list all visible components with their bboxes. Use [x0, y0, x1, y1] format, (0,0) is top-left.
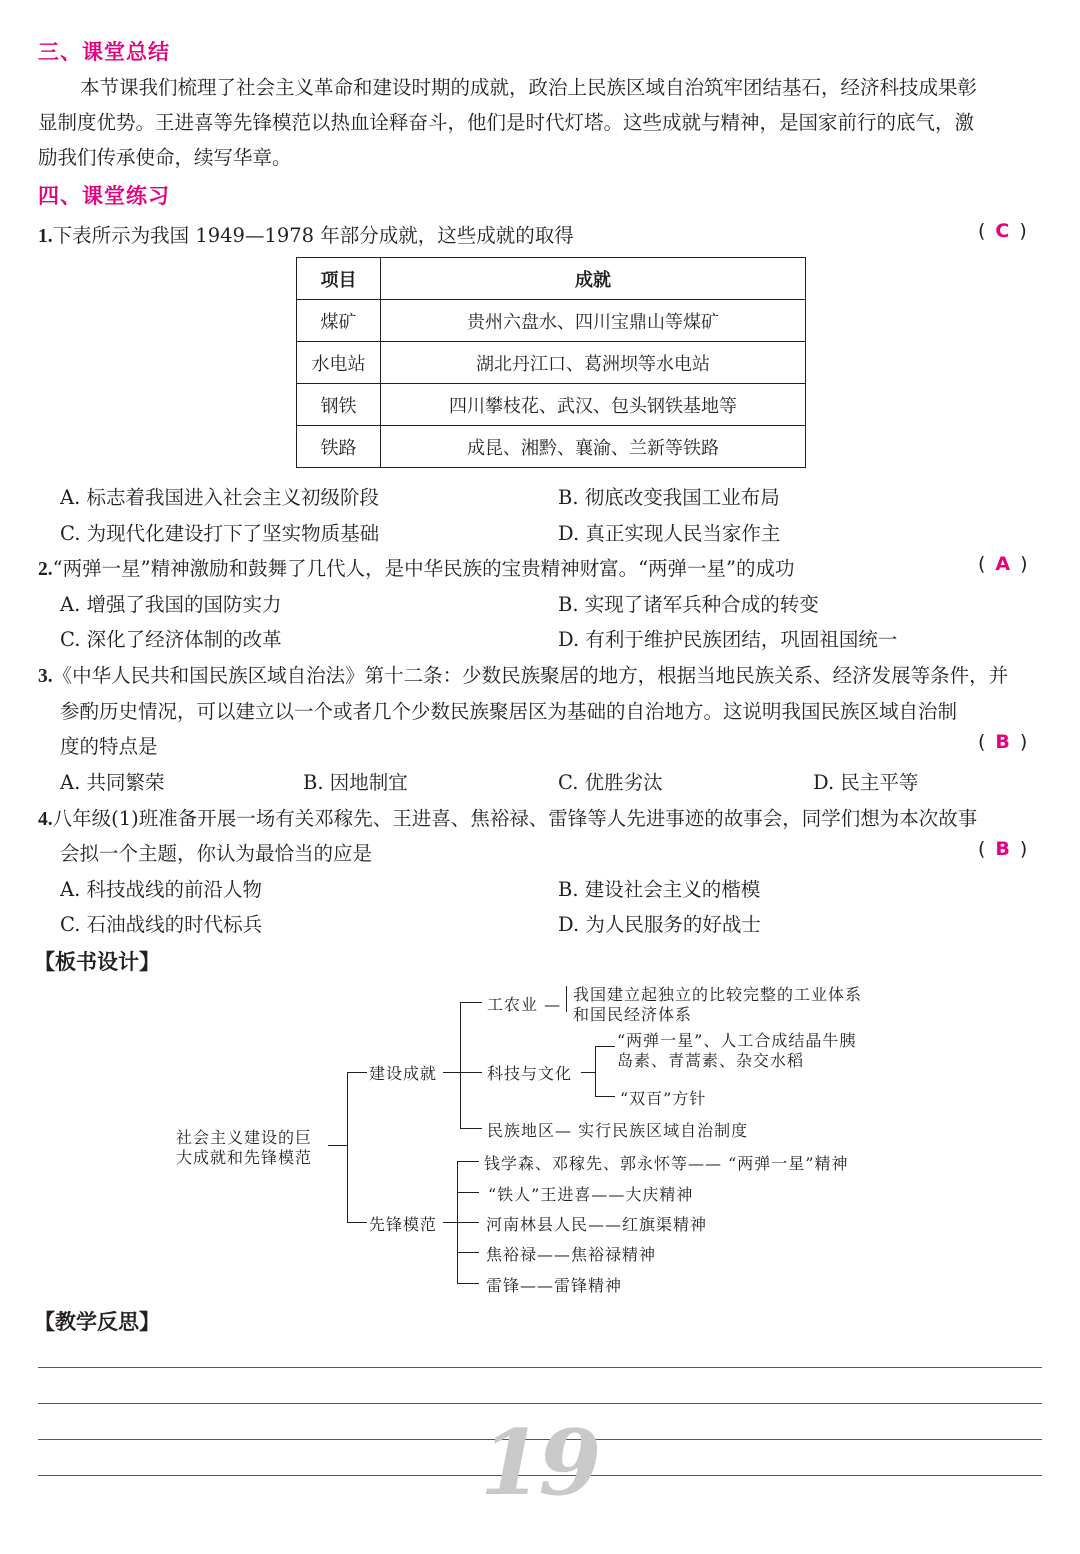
connector-line: [443, 1222, 457, 1223]
question-number: 4.: [38, 809, 53, 830]
connector-line: [460, 1002, 482, 1003]
mindmap-model-2: “铁人”王进喜——大庆精神: [488, 1185, 694, 1204]
option-b: B. 实现了诸军兵种合成的转变: [558, 593, 819, 616]
connector-line: [457, 1252, 479, 1253]
mindmap-science: 科技与文化: [487, 1064, 573, 1083]
connector-line: [457, 1222, 479, 1223]
achievements-table: [296, 257, 806, 468]
option-d: D. 有利于维护民族团结，巩固祖国统一: [558, 628, 898, 651]
page-number: 19: [480, 1410, 598, 1516]
connector-line: [581, 1072, 595, 1073]
question-number: 3.: [38, 666, 53, 687]
table-row: [297, 342, 806, 384]
table-row: [297, 384, 806, 426]
question-text: 《中华人民共和国民族区域自治法》第十二条：少数民族聚居的地方，根据当地民族关系、经济发展等条件，并: [52, 664, 1009, 687]
connector-line: [347, 1222, 367, 1223]
table-header-row: [297, 258, 806, 300]
option-a: A. 增强了我国的国防实力: [60, 593, 282, 616]
question-number: 2.: [38, 559, 53, 580]
board-heading: 【板书设计】: [34, 950, 160, 974]
question-3-answer: ( B ): [978, 731, 1028, 753]
question-number: 1.: [38, 226, 53, 247]
table-cell: 四川攀枝花、武汉、包头钢铁基地等: [381, 384, 806, 426]
answer-letter: B: [995, 731, 1010, 753]
table-cell: 煤矿: [297, 300, 381, 342]
table-cell: 水电站: [297, 342, 381, 384]
mindmap-root-line-2: 大成就和先锋模范: [176, 1148, 313, 1167]
question-2-answer: ( A ): [978, 553, 1028, 575]
mindmap-model-3: 河南林县人民——红旗渠精神: [486, 1215, 708, 1234]
question-1-answer: ( C ): [978, 220, 1027, 242]
connector-line: [347, 1072, 367, 1073]
question-2-stem: [38, 553, 795, 581]
mindmap-model-1: 钱学森、邓稼先、郭永怀等—— “两弹一星”精神: [484, 1154, 849, 1173]
option-c: C. 石油战线的时代标兵: [60, 913, 263, 936]
option-c: C. 深化了经济体制的改革: [60, 628, 282, 651]
table-cell: 铁路: [297, 426, 381, 468]
table-row: [297, 426, 806, 468]
reflection-heading: 【教学反思】: [34, 1310, 160, 1334]
mindmap-science-detail-3: “双百”方针: [620, 1089, 707, 1108]
mindmap-root-line-1: 社会主义建设的巨: [176, 1128, 313, 1147]
summary-line-1: 本节课我们梳理了社会主义革命和建设时期的成就，政治上民族区域自治筑牢团结基石，经济科技成果彰: [80, 76, 978, 99]
option-c: C. 优胜劣汰: [558, 771, 663, 794]
practice-heading: 四、课堂练习: [38, 184, 170, 208]
mindmap-industry-detail-1: 我国建立起独立的比较完整的工业体系: [573, 985, 863, 1004]
option-d: D. 为人民服务的好战士: [558, 913, 761, 936]
mindmap-science-detail-2: 岛素、青蒿素、杂交水稻: [617, 1051, 805, 1070]
answer-letter: C: [995, 220, 1010, 242]
writing-line: [38, 1367, 1042, 1368]
question-3-line-3: 度的特点是: [60, 735, 158, 758]
table-cell: 贵州六盘水、四川宝鼎山等煤矿: [381, 300, 806, 342]
table-row: [297, 300, 806, 342]
option-a: A. 科技战线的前沿人物: [60, 878, 262, 901]
mindmap-industry-detail-2: 和国民经济体系: [573, 1005, 693, 1024]
writing-line: [38, 1403, 1042, 1404]
question-4-line-1: [38, 803, 977, 831]
table-header: 成就: [381, 258, 806, 300]
option-c: C. 为现代化建设打下了坚实物质基础: [60, 522, 380, 545]
option-a: A. 标志着我国进入社会主义初级阶段: [60, 486, 379, 509]
option-b: B. 因地制宜: [303, 771, 408, 794]
connector-line: [328, 1145, 348, 1146]
answer-letter: B: [995, 838, 1010, 860]
option-a: A. 共同繁荣: [60, 771, 165, 794]
mindmap-branch-models: 先锋模范: [369, 1215, 438, 1234]
option-d: D. 真正实现人民当家作主: [558, 522, 781, 545]
summary-heading: 三、课堂总结: [38, 40, 170, 64]
connector-line: [595, 1046, 615, 1047]
connector-line: [566, 986, 567, 1012]
connector-line: [460, 1128, 482, 1129]
question-text: 八年级(1)班准备开展一场有关邓稼先、王进喜、焦裕禄、雷锋等人先进事迹的故事会，同学们想为本次故事: [52, 807, 978, 830]
option-b: B. 建设社会主义的楷模: [558, 878, 761, 901]
connector-line: [347, 1072, 348, 1222]
connector-line: [460, 1002, 461, 1128]
mindmap-model-4: 焦裕禄——焦裕禄精神: [486, 1245, 657, 1264]
mindmap-science-detail-1: “两弹一星”、人工合成结晶牛胰: [617, 1031, 857, 1050]
mindmap-ethnic: 民族地区— 实行民族区域自治制度: [487, 1121, 749, 1140]
connector-line: [457, 1192, 479, 1193]
answer-letter: A: [995, 553, 1011, 575]
question-1-stem: [38, 220, 574, 248]
table-cell: 湖北丹江口、葛洲坝等水电站: [381, 342, 806, 384]
connector-line: [457, 1161, 479, 1162]
mindmap-industry: 工农业 —: [487, 995, 562, 1014]
mindmap-model-5: 雷锋——雷锋精神: [486, 1276, 623, 1295]
question-3-line-2: 参酌历史情况，可以建立以一个或者几个少数民族聚居区为基础的自治地方。这说明我国民族区域自治制: [60, 700, 958, 723]
table-header: 项目: [297, 258, 381, 300]
summary-line-2: 显制度优势。王进喜等先锋模范以热血诠释奋斗，他们是时代灯塔。这些成就与精神，是国家前行的底气，激: [38, 111, 975, 134]
option-b: B. 彻底改变我国工业布局: [558, 486, 780, 509]
question-4-answer: ( B ): [978, 838, 1028, 860]
question-4-line-2: 会拟一个主题，你认为最恰当的应是: [60, 842, 373, 865]
connector-line: [595, 1096, 615, 1097]
option-d: D. 民主平等: [813, 771, 919, 794]
connector-line: [595, 1046, 596, 1096]
connector-line: [460, 1072, 482, 1073]
table-cell: 钢铁: [297, 384, 381, 426]
question-3-line-1: [38, 660, 1008, 688]
table-cell: 成昆、湘黔、襄渝、兰新等铁路: [381, 426, 806, 468]
connector-line: [443, 1072, 461, 1073]
mindmap-branch-achievements: 建设成就: [369, 1064, 438, 1083]
summary-line-3: 励我们传承使命，续写华章。: [38, 146, 292, 169]
connector-line: [457, 1283, 479, 1284]
question-text: 下表所示为我国 1949—1978 年部分成就，这些成就的取得: [52, 224, 574, 247]
question-text: “两弹一星”精神激励和鼓舞了几代人，是中华民族的宝贵精神财富。“两弹一星”的成功: [52, 557, 795, 580]
